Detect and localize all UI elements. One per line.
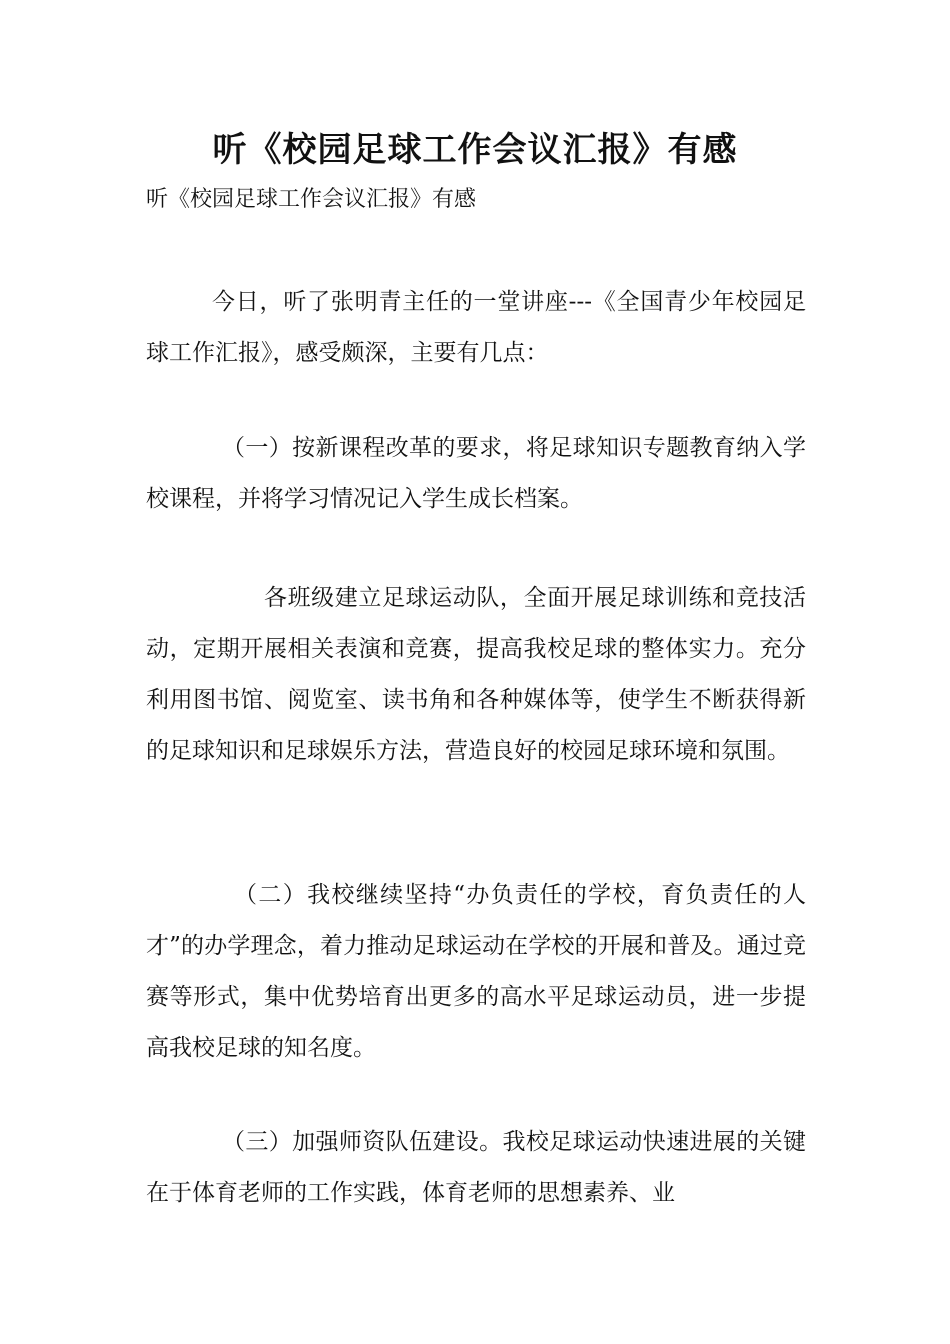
paragraph-intro: 今日，听了张明青主任的一堂讲座---《全国青少年校园足球工作汇报》，感受颇深，主要有几点：: [146, 289, 806, 366]
paragraph-point-three: （三）加强师资队伍建设。我校足球运动快速进展的关键在于体育老师的工作实践，体育老师的思想素养、业: [146, 1129, 806, 1206]
document-title: 听《校园足球工作会议汇报》有感: [212, 130, 738, 170]
paragraph-point-one: （一）按新课程改革的要求，将足球知识专题教育纳入学校课程，并将学习情况记入学生成长档案。: [146, 435, 806, 512]
paragraph-point-two: （二）我校继续坚持“办负责任的学校，育负责任的人才”的办学理念，着力推动足球运动在学校的开展和普及。通过竞赛等形式，集中优势培育出更多的高水平足球运动员，进一步提高我校足球的知名度。: [146, 882, 806, 1061]
document-subtitle: 听《校园足球工作会议汇报》有感: [146, 187, 477, 212]
paragraph-point-one-detail: 各班级建立足球运动队，全面开展足球训练和竞技活动，定期开展相关表演和竞赛，提高我校足球的整体实力。充分利用图书馆、阅览室、读书角和各种媒体等，使学生不断获得新的足球知识和足球娱乐方法，营造良好的校园足球环境和氛围。: [146, 585, 806, 764]
